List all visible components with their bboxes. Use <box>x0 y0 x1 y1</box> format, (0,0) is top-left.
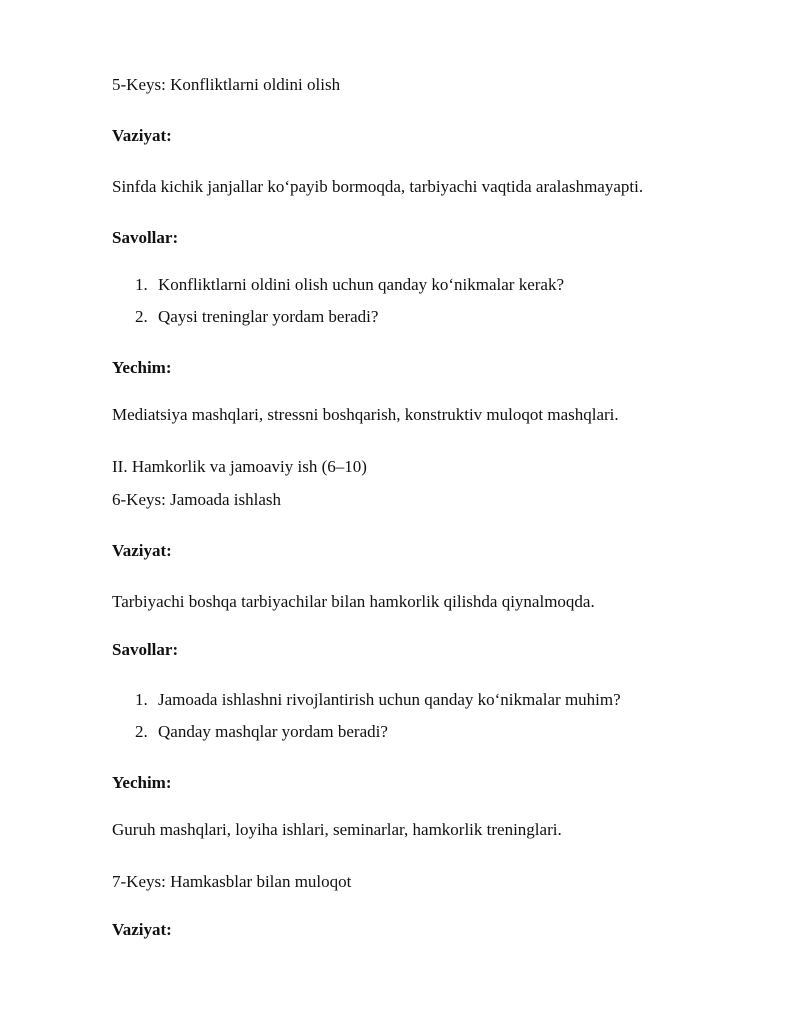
list-number: 2. <box>135 307 148 326</box>
case6-question-2 <box>135 722 388 742</box>
case6-title: 6-Keys: Jamoada ishlash <box>112 490 282 509</box>
case7-title: 7-Keys: Hamkasblar bilan muloqot <box>112 872 352 891</box>
list-number: 1. <box>135 690 148 709</box>
case6-vaziyat-label: Vaziyat: <box>112 541 172 560</box>
case5-title: 5-Keys: Konfliktlarni oldini olish <box>112 75 341 94</box>
case6-yechim-label: Yechim: <box>112 773 172 792</box>
case6-vaziyat-text: Tarbiyachi boshqa tarbiyachilar bilan hamkorlik qilishda qiynalmoqda. <box>112 592 595 611</box>
list-number: 2. <box>135 722 148 741</box>
case5-question-2 <box>135 307 378 327</box>
case5-vaziyat-text: Sinfda kichik janjallar ko‘payib bormoqda, tarbiyachi vaqtida aralashmayapti. <box>112 177 644 196</box>
case5-vaziyat-label: Vaziyat: <box>112 126 172 145</box>
case5-question-1 <box>135 275 564 295</box>
case5-savollar-label: Savollar: <box>112 228 179 247</box>
case6-yechim-text: Guruh mashqlari, loyiha ishlari, seminarlar, hamkorlik treninglari. <box>112 820 562 839</box>
list-number: 1. <box>135 275 148 294</box>
case7-vaziyat-label: Vaziyat: <box>112 920 172 939</box>
case5-yechim-text: Mediatsiya mashqlari, stressni boshqarish, konstruktiv muloqot mashqlari. <box>112 405 619 424</box>
case6-question-1 <box>135 690 621 710</box>
question-text: Qaysi treninglar yordam beradi? <box>158 307 379 326</box>
question-text: Qanday mashqlar yordam beradi? <box>158 722 388 741</box>
case5-yechim-label: Yechim: <box>112 358 172 377</box>
question-text: Konfliktlarni oldini olish uchun qanday ko‘nikmalar kerak? <box>158 275 565 294</box>
case6-savollar-label: Savollar: <box>112 640 179 659</box>
question-text: Jamoada ishlashni rivojlantirish uchun qanday ko‘nikmalar muhim? <box>158 690 621 709</box>
section-2-heading: II. Hamkorlik va jamoaviy ish (6–10) <box>112 457 367 476</box>
